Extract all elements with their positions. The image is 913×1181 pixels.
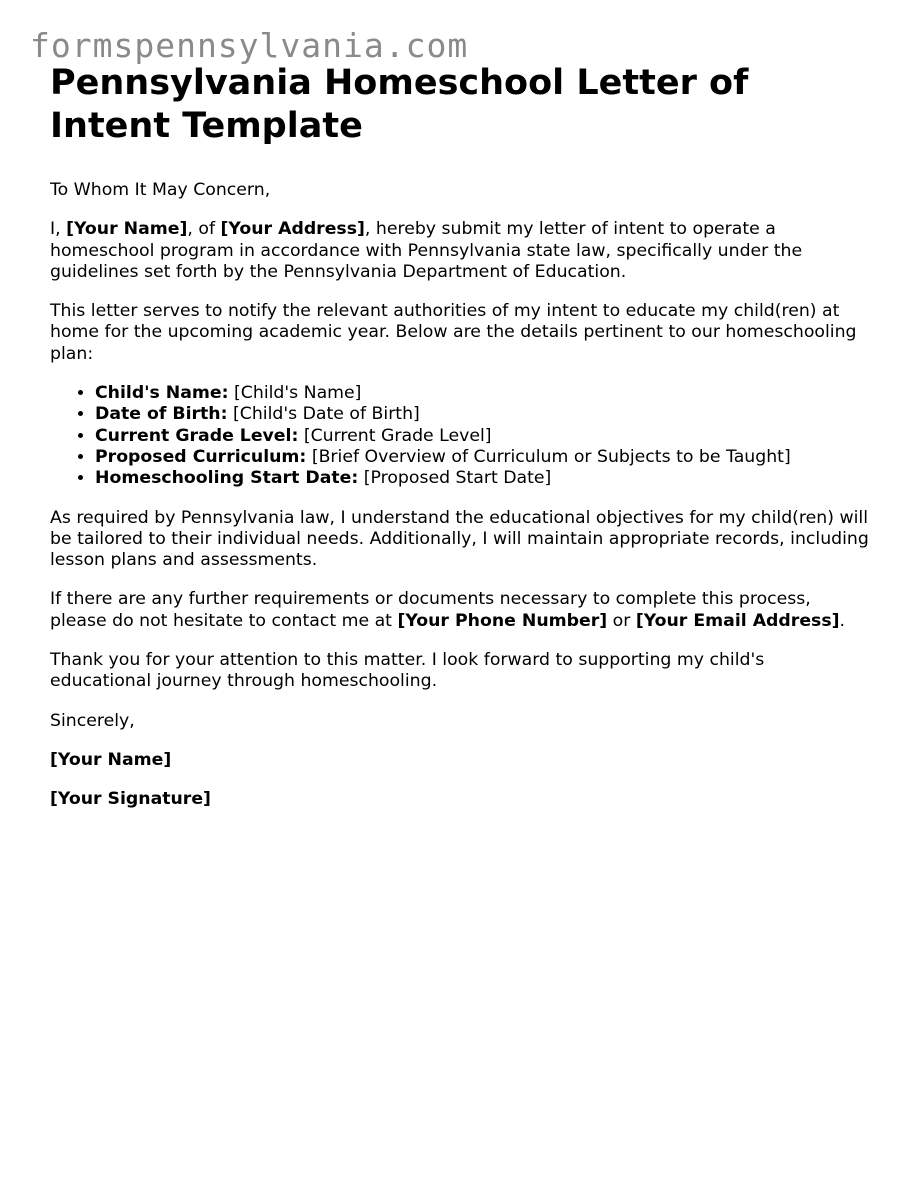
detail-value: [Brief Overview of Curriculum or Subjects to be Taught]: [306, 446, 791, 467]
your-address-placeholder: [Your Address]: [220, 219, 365, 240]
contact-suffix: .: [839, 610, 846, 631]
list-item: [95, 447, 870, 468]
detail-label: Homeschooling Start Date:: [95, 468, 359, 489]
intro-prefix: I,: [50, 219, 67, 240]
detail-value: [Proposed Start Date]: [358, 468, 552, 489]
your-name-placeholder: [Your Name]: [66, 219, 188, 240]
intro-mid: , of: [187, 219, 221, 240]
signature: [50, 789, 870, 810]
contact-prefix: If there are any further requirements or documents necessary to complete this process, please do not hesitate to contact me at: [50, 589, 811, 631]
purpose-paragraph: This letter serves to notify the relevant authorities of my intent to educate my child(ren) at home for the upcoming academic year. Below are the details pertinent to our homeschooling plan:: [50, 301, 857, 364]
contact-paragraph: [50, 589, 870, 632]
detail-value: [Child's Date of Birth]: [227, 404, 420, 425]
list-item: [95, 383, 870, 404]
list-item: [95, 468, 870, 489]
intro-suffix: , hereby submit my letter of intent to operate a homeschool program in accordance with Pennsylvania state law, specifically under the guidelines set forth by the Pennsylvania Department of Education.: [50, 219, 803, 282]
detail-label: Child's Name:: [95, 383, 229, 404]
detail-label: Proposed Curriculum:: [95, 446, 307, 467]
requirements-paragraph: As required by Pennsylvania law, I understand the educational objectives for my child(ren) will be tailored to their individual needs. Additionally, I will maintain appropriate records, including lesson plans and assessments.: [50, 507, 869, 571]
page-title: Pennsylvania Homeschool Letter of Intent Template: [50, 63, 749, 146]
salutation: To Whom It May Concern,: [50, 180, 271, 200]
detail-label: Current Grade Level:: [95, 425, 299, 446]
detail-value: [Current Grade Level]: [298, 425, 492, 446]
signature-name: [50, 750, 870, 771]
signature-placeholder: [Your Signature]: [50, 789, 211, 810]
list-item: [95, 404, 870, 425]
details-list: [50, 383, 870, 489]
closing: Sincerely,: [50, 710, 135, 731]
letter-document: [50, 62, 870, 829]
list-item: [95, 426, 870, 447]
thanks-paragraph: Thank you for your attention to this matter. I look forward to supporting my child's educational journey through homeschooling.: [50, 650, 765, 692]
phone-placeholder: [Your Phone Number]: [397, 610, 608, 631]
watermark: formspennsylvania.com: [30, 26, 469, 65]
detail-value: [Child's Name]: [228, 383, 362, 404]
intro-paragraph: [50, 219, 870, 283]
contact-mid: or: [607, 610, 636, 631]
detail-label: Date of Birth:: [95, 404, 228, 425]
email-placeholder: [Your Email Address]: [635, 610, 840, 631]
signature-name-placeholder: [Your Name]: [50, 749, 172, 770]
